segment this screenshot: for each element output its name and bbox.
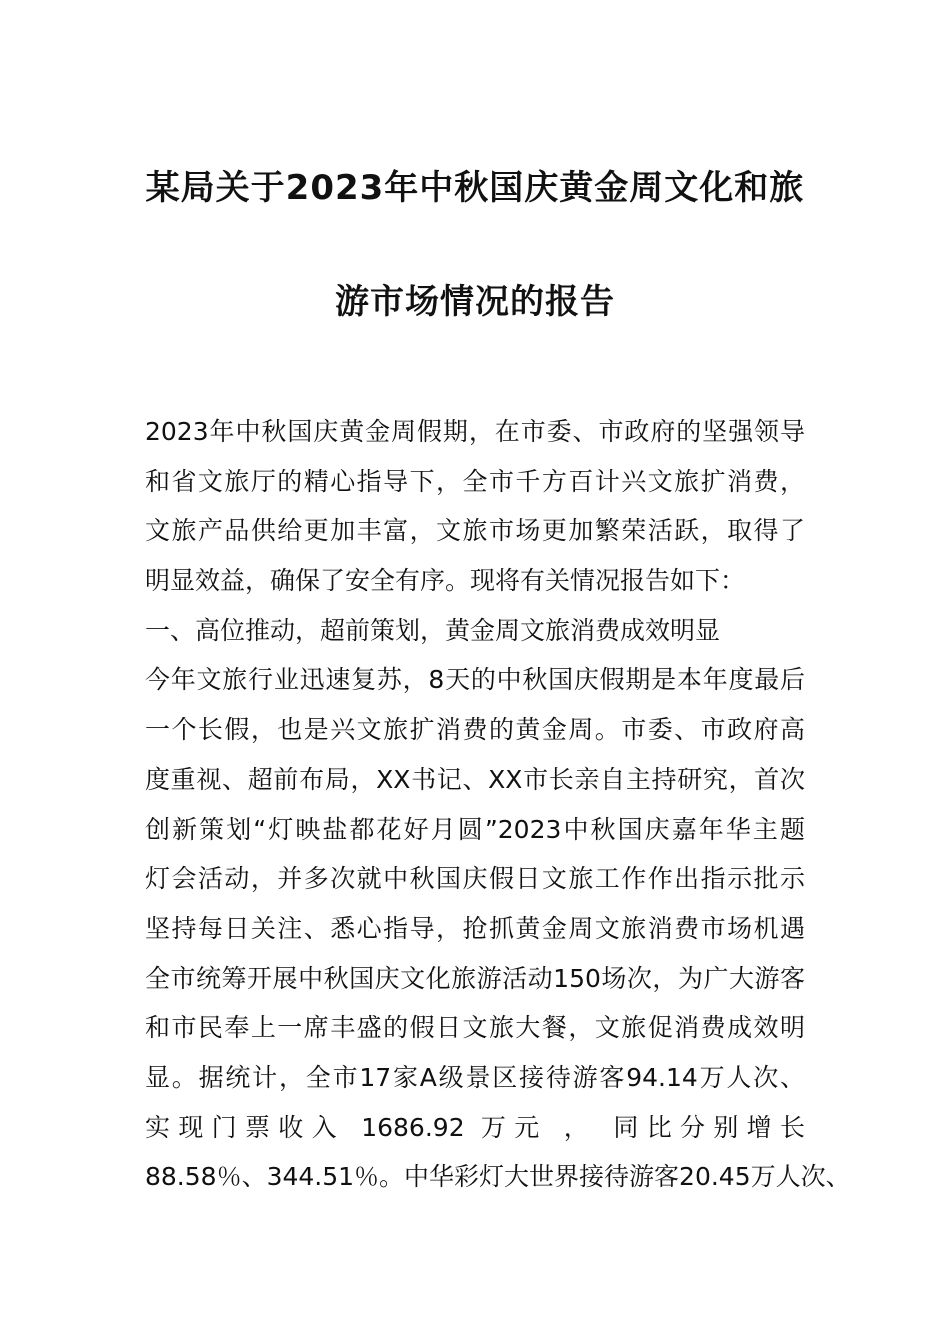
body-line: 2023年中秋国庆黄金周假期，在市委、市政府的坚强领导: [145, 417, 805, 446]
document-body: [145, 412, 851, 1207]
body-line: 创新策划“灯映盐都花好月圆”2023中秋国庆嘉年华主题: [145, 814, 805, 844]
body-line: 一个长假，也是兴文旅扩消费的黄金周。市委、市政府高: [145, 715, 805, 745]
document-title-line-2: 游市场情况的报告: [335, 282, 615, 322]
section-heading: 一、高位推动，超前策划，黄金周文旅消费成效明显: [145, 615, 721, 645]
body-line: 灯会活动，并多次就中秋国庆假日文旅工作作出指示批示: [145, 864, 805, 894]
body-line: 全市统筹开展中秋国庆文化旅游活动150场次，为广大游客: [145, 963, 805, 993]
document-title-line-1: 某局关于2023年中秋国庆黄金周文化和旅: [145, 168, 805, 208]
body-line: 88.58％、344.51％。中华彩灯大世界接待游客20.45万人次、: [145, 1162, 851, 1192]
body-line: 实现门票收入 1686.92 万元 ， 同比分别增长: [145, 1112, 805, 1142]
body-line: 度重视、超前布局，XX书记、XX市长亲自主持研究，首次: [145, 764, 805, 794]
body-line: 和省文旅厅的精心指导下，全市千方百计兴文旅扩消费，: [145, 466, 805, 496]
body-line: 和市民奉上一席丰盛的假日文旅大餐，文旅促消费成效明: [145, 1013, 805, 1043]
body-line: 文旅产品供给更加丰富，文旅市场更加繁荣活跃，取得了: [145, 516, 805, 546]
body-line: 坚持每日关注、悉心指导，抢抓黄金周文旅消费市场机遇: [145, 913, 805, 943]
body-line: 显。据统计，全市17家A级景区接待游客94.14万人次、: [145, 1062, 805, 1092]
body-line: 今年文旅行业迅速复苏，8天的中秋国庆假期是本年度最后: [145, 665, 805, 695]
body-line: 明显效益，确保了安全有序。现将有关情况报告如下：: [145, 566, 746, 596]
